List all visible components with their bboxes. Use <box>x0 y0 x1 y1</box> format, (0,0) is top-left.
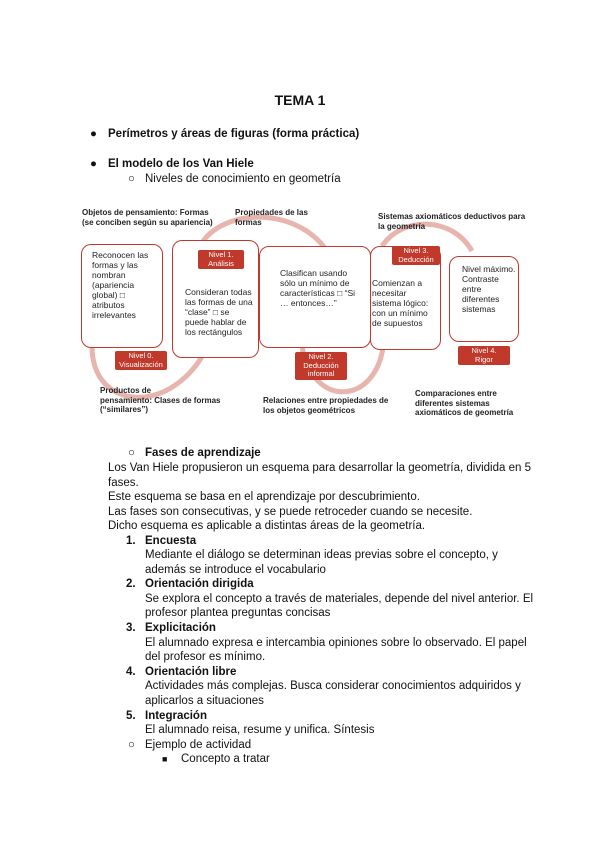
tag-nivel-1-line2: Análisis <box>208 258 234 268</box>
fases-heading: Fases de aprendizaje <box>145 447 261 459</box>
sub-bullet-niveles: Niveles de conocimiento en geometría <box>145 173 341 185</box>
fases-p2: Este esquema se basa en el aprendizaje por descubrimiento. <box>108 491 420 503</box>
tag-nivel-3-line2: Deducción <box>398 254 434 264</box>
tag-nivel-4-line1: Nivel 4. <box>471 346 497 355</box>
fase-5-line1: El alumnado reisa, resume y unifica. Síntesis <box>145 724 375 736</box>
fase-1-title: Encuesta <box>145 535 197 547</box>
card-nivel-3-text: Comienzan a necesitar sistema lógico: con un mínimo de supuestos <box>372 278 429 328</box>
label-comparaciones: Comparaciones entre diferentes sistemas axiomáticos de geometría <box>415 389 514 417</box>
card-nivel-1-text: Consideran todas las formas de una “clase” □ se puede hablar de los rectángulos <box>185 287 253 337</box>
van-hiele-diagram <box>72 186 528 430</box>
card-nivel-2-text: Clasifican usando sólo un mínimo de características □ “Si … entonces…” <box>280 268 356 308</box>
tag-nivel-3-line1: Nivel 3. <box>403 246 429 255</box>
fase-3-num: 3. <box>126 622 136 634</box>
fase-2-line2: profesor plantea preguntas concisas <box>145 607 331 619</box>
tag-nivel-2-line2: Deducción <box>303 360 339 370</box>
tag-nivel-1-line1: Nivel 1. <box>208 250 234 259</box>
tag-nivel-0-line2: Visualización <box>119 359 163 369</box>
label-objetos: Objetos de pensamiento: Formas (se conciben según su apariencia) <box>82 208 213 227</box>
tag-nivel-4-line2: Rigor <box>475 354 493 364</box>
tag-nivel-2 <box>295 352 347 380</box>
label-productos-line2: pensamiento: Clases de formas (“similares”) <box>100 395 221 414</box>
label-propiedades: Propiedades de las formas <box>235 208 308 227</box>
fases-p1: Los Van Hiele propusieron un esquema para desarrollar la geometría, dividida en 5 <box>108 462 531 474</box>
bullet-van-hiele: El modelo de los Van Hiele <box>108 158 254 170</box>
sub-bullet-marker: ○ <box>128 447 135 459</box>
tag-nivel-4 <box>458 346 510 365</box>
fase-2-title: Orientación dirigida <box>145 578 254 590</box>
fase-4-num: 4. <box>126 666 136 678</box>
tag-nivel-1 <box>198 250 244 269</box>
sub-bullet-marker: ○ <box>128 739 135 751</box>
bullet-marker: ● <box>90 128 97 140</box>
fase-2-line1: Se explora el concepto a través de materiales, depende del nivel anterior. El <box>145 593 534 605</box>
tag-nivel-3 <box>392 246 440 265</box>
fase-4-line1: Actividades más complejas. Busca considerar conocimientos adquiridos y <box>145 680 521 692</box>
tag-nivel-0 <box>115 351 167 370</box>
tag-nivel-2-line1: Nivel 2. <box>308 352 334 361</box>
sub-bullet-marker: ○ <box>128 173 135 185</box>
fase-3-title: Explicitación <box>145 622 216 634</box>
fase-4-line2: aplicarlos a situaciones <box>145 695 264 707</box>
card-nivel-4-text: Nivel máximo. Contraste entre diferentes sistemas <box>462 264 516 314</box>
tag-nivel-0-line1: Nivel 0. <box>128 351 154 360</box>
fases-p4: Dicho esquema es aplicable a distintas áreas de la geometría. <box>108 520 426 532</box>
tag-nivel-2-line3: informal <box>307 369 335 378</box>
fase-4-title: Orientación libre <box>145 666 237 678</box>
fase-3-line2: del profesor es mínimo. <box>145 651 266 663</box>
square-bullet-marker: ■ <box>162 754 168 764</box>
concepto-a-tratar: Concepto a tratar <box>181 753 270 765</box>
label-productos <box>100 386 240 415</box>
fase-1-line1: Mediante el diálogo se determinan ideas previas sobre el concepto, y <box>145 549 498 561</box>
ejemplo-actividad: Ejemplo de actividad <box>145 739 252 751</box>
bullet-perimetros: Perímetros y áreas de figuras (forma práctica) <box>108 128 360 140</box>
fases-p3: Las fases son consecutivas, y se puede retroceder cuando se necesite. <box>108 506 473 518</box>
fase-3-line1: El alumnado expresa e intercambia opiniones sobre lo observado. El papel <box>145 637 527 649</box>
card-nivel-0-text: Reconocen las formas y las nombran (apariencia global) □ atributos irrelevantes <box>92 250 149 320</box>
fases-p1b: fases. <box>108 477 139 489</box>
fase-5-num: 5. <box>126 710 136 722</box>
fase-1-num: 1. <box>126 535 136 547</box>
page-title: TEMA 1 <box>274 92 326 108</box>
fase-5-title: Integración <box>145 710 207 722</box>
label-relaciones: Relaciones entre propiedades de los objetos geométricos <box>263 396 389 415</box>
fase-2-num: 2. <box>126 578 136 590</box>
bullet-marker: ● <box>90 158 97 170</box>
label-productos-line1: Productos de <box>100 386 152 395</box>
fase-1-line2: además se introduce el vocabulario <box>145 564 326 576</box>
label-sistemas: Sistemas axiomáticos deductivos para la geometría <box>378 212 526 231</box>
